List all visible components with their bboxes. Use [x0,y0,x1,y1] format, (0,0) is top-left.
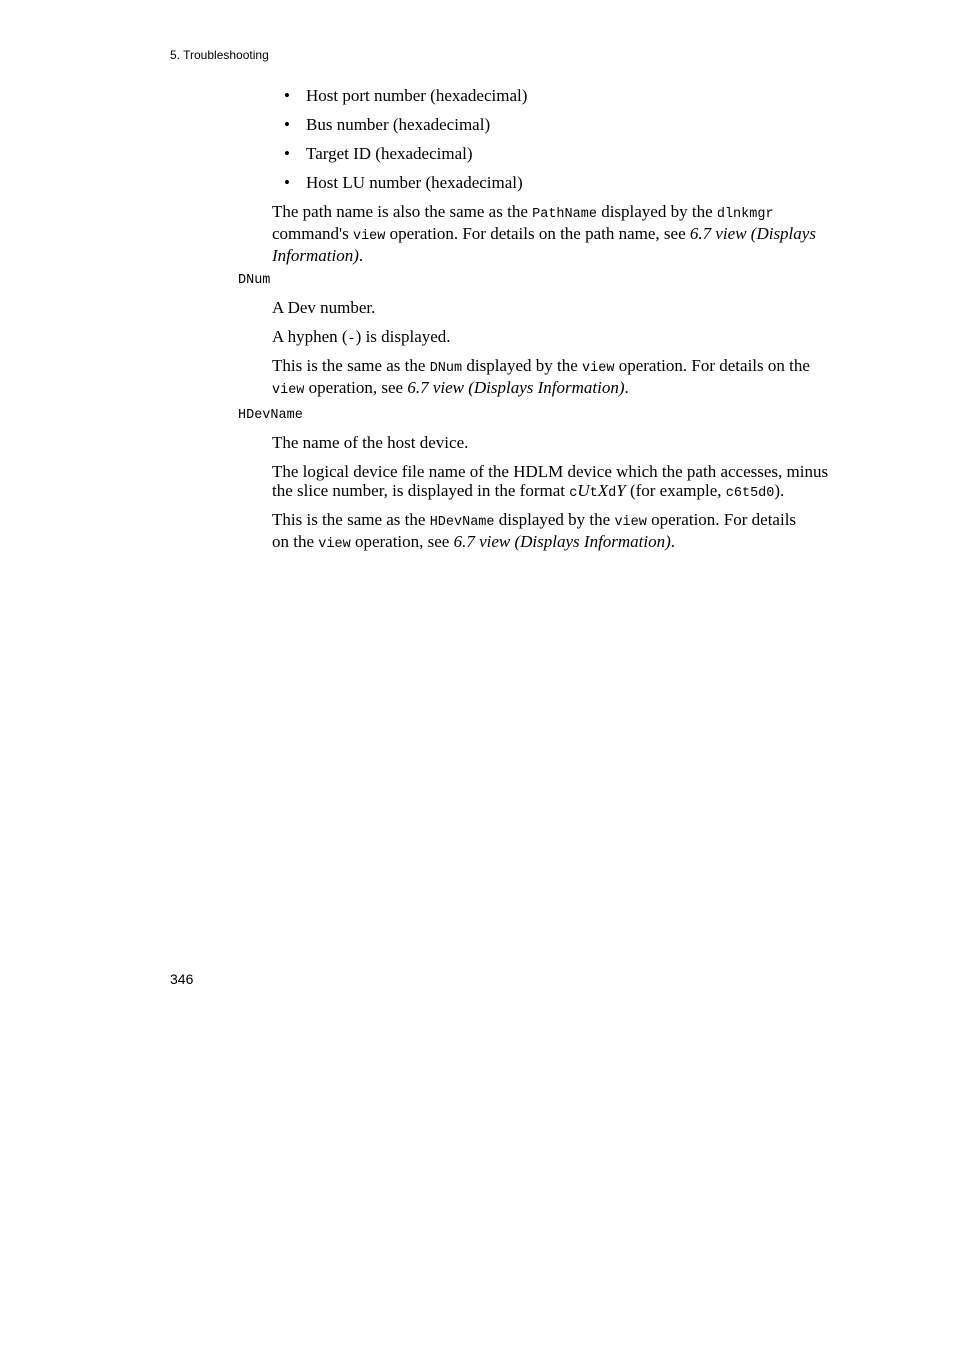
text-run: operation. For details on the [614,356,810,375]
code-fragment: d [608,486,617,501]
list-item-text: Bus number (hexadecimal) [306,115,491,134]
cross-reference: 6.7 view (Displays [689,224,816,243]
text-run: operation. For details [646,510,797,529]
text-run: on the [272,532,319,551]
list-item [284,115,527,144]
code-view: view [614,515,647,530]
text-run: the slice number, is displayed in the format [272,481,570,500]
dnum-reference-paragraph [272,356,840,400]
list-item-text: Host LU number (hexadecimal) [306,173,523,192]
list-item-text: Host port number (hexadecimal) [306,86,528,105]
text-run: ). [774,481,785,500]
text-run: displayed by the [462,356,583,375]
page-number: 346 [170,971,194,987]
text-run: . [358,246,364,265]
placeholder-variable: Y [616,481,626,500]
pathname-paragraph [272,202,840,265]
hdevname-reference-paragraph [272,510,840,554]
placeholder-variable: X [597,481,609,500]
hdevname-format-paragraph [272,462,840,503]
cross-reference: 6.7 view (Displays Information) [453,532,671,551]
text-run: A hyphen ( [272,327,348,346]
text-run: operation, see [304,378,408,397]
code-hyphen: - [347,332,356,347]
code-pathname: PathName [532,207,597,222]
code-view: view [318,537,351,552]
text-run: . [624,378,629,397]
term-hdevname: HDevName [238,408,303,423]
code-fragment: t [589,486,598,501]
text-run: operation, see [350,532,454,551]
text-run: displayed by the [494,510,615,529]
text-run: . [670,532,676,551]
dnum-description: A Dev number. [272,298,376,317]
code-view: view [582,361,615,376]
code-dnum: DNum [429,361,463,376]
text-run: The logical device file name of the HDLM device which the path accesses, minus [272,462,829,481]
hdevname-description: The name of the host device. [272,433,469,452]
list-item [284,173,527,202]
list-item [284,144,527,173]
bullet-list [284,86,527,202]
list-item-text: Target ID (hexadecimal) [306,144,473,163]
code-view: view [272,383,305,398]
code-example: c6t5d0 [725,486,775,501]
bullet-marker: • [284,173,290,192]
text-run: (for example, [625,481,726,500]
list-item [284,86,527,115]
running-header: 5. Troubleshooting [170,48,269,62]
cross-reference: 6.7 view (Displays Information) [407,378,625,397]
text-run: operation. For details on the path name, see [385,224,690,243]
code-view: view [352,229,386,244]
cross-reference: Information) [272,246,359,265]
text-run: This is the same as the [272,356,430,375]
placeholder-variable: U [577,481,590,500]
text-run: This is the same as the [272,510,430,529]
text-run: displayed by the [596,202,717,221]
text-run: The path name is also the same as the [272,202,533,221]
code-hdevname: HDevName [429,515,495,530]
dnum-hyphen-note [272,327,840,349]
text-run: command's [272,224,353,243]
term-dnum: DNum [238,273,271,288]
code-dlnkmgr: dlnkmgr [716,207,774,222]
bullet-marker: • [284,115,290,134]
bullet-marker: • [284,144,290,163]
bullet-marker: • [284,86,290,105]
text-run: ) is displayed. [355,327,451,346]
code-fragment: c [569,486,578,501]
